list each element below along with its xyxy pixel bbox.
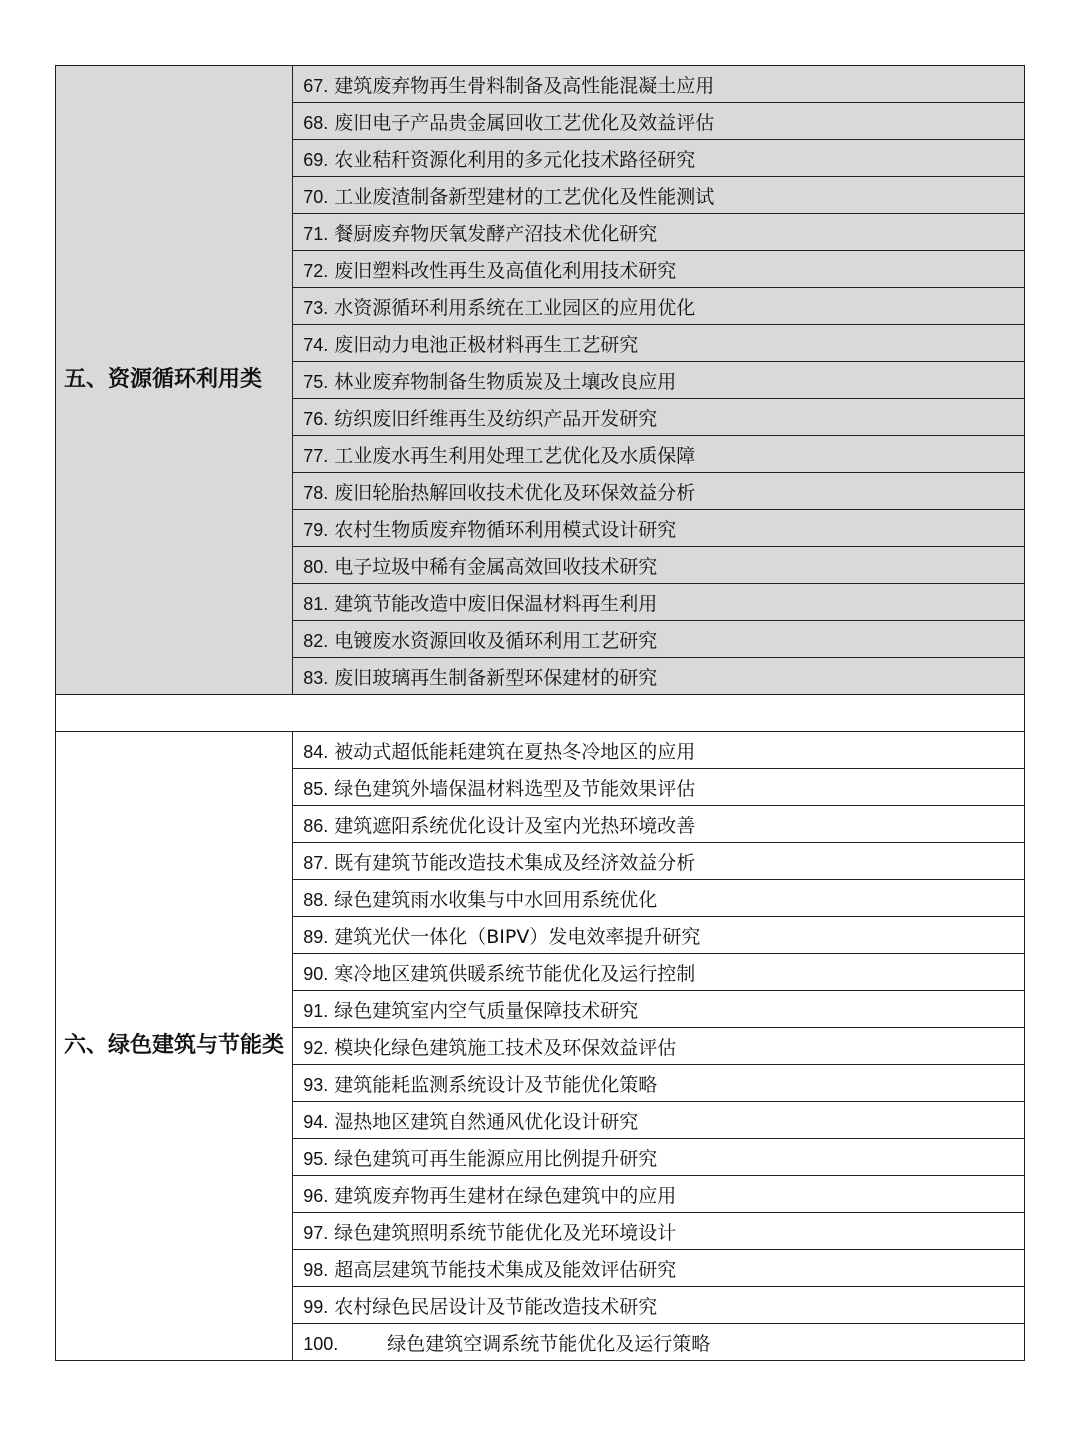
topic-number: 76. — [303, 408, 329, 429]
topic-title: 纺织废旧纤维再生及纺织产品开发研究 — [334, 407, 658, 430]
topic-item — [293, 325, 1025, 362]
topic-number: 93. — [303, 1074, 329, 1095]
topic-number: 77. — [303, 445, 329, 466]
topic-item — [293, 954, 1025, 991]
topic-number: 73. — [303, 297, 329, 318]
topic-title: 绿色建筑可再生能源应用比例提升研究 — [334, 1147, 658, 1170]
topic-row — [56, 66, 1025, 103]
topic-item — [293, 473, 1025, 510]
topic-item — [293, 732, 1025, 769]
topic-item — [293, 1028, 1025, 1065]
topic-number: 85. — [303, 778, 329, 799]
topic-title: 既有建筑节能改造技术集成及经济效益分析 — [334, 851, 696, 874]
topic-item — [293, 362, 1025, 399]
topic-title: 模块化绿色建筑施工技术及环保效益评估 — [334, 1036, 677, 1059]
topic-title: 建筑废弃物再生骨料制备及高性能混凝土应用 — [334, 74, 715, 97]
topic-item — [293, 1250, 1025, 1287]
topic-title: 建筑光伏一体化（BIPV）发电效率提升研究 — [334, 925, 701, 948]
topic-title: 废旧塑料改性再生及高值化利用技术研究 — [334, 259, 677, 282]
topic-number: 94. — [303, 1111, 329, 1132]
topic-number: 84. — [303, 741, 329, 762]
topic-title: 废旧轮胎热解回收技术优化及环保效益分析 — [334, 481, 696, 504]
topic-title: 建筑能耗监测系统设计及节能优化策略 — [334, 1073, 658, 1096]
topic-item — [293, 1139, 1025, 1176]
topic-number: 100. — [303, 1333, 339, 1354]
topic-item — [293, 251, 1025, 288]
topic-title: 绿色建筑室内空气质量保障技术研究 — [334, 999, 639, 1022]
topic-title: 农业秸秆资源化利用的多元化技术路径研究 — [334, 148, 696, 171]
topic-title: 寒冷地区建筑供暖系统节能优化及运行控制 — [334, 962, 696, 985]
topic-item — [293, 991, 1025, 1028]
topic-number: 69. — [303, 149, 329, 170]
topic-number: 97. — [303, 1222, 329, 1243]
topic-item — [293, 140, 1025, 177]
topic-item — [293, 177, 1025, 214]
category-label: 六、绿色建筑与节能类 — [56, 732, 293, 1361]
topic-title: 工业废渣制备新型建材的工艺优化及性能测试 — [334, 185, 715, 208]
topic-item — [293, 1176, 1025, 1213]
topic-number: 98. — [303, 1259, 329, 1280]
topic-item — [293, 1213, 1025, 1250]
topic-item — [293, 214, 1025, 251]
topic-number: 79. — [303, 519, 329, 540]
topic-number: 72. — [303, 260, 329, 281]
topic-number: 95. — [303, 1148, 329, 1169]
topic-title: 农村绿色民居设计及节能改造技术研究 — [334, 1295, 658, 1318]
topic-title: 电子垃圾中稀有金属高效回收技术研究 — [334, 555, 658, 578]
topic-table — [55, 65, 1025, 1361]
topic-item — [293, 1287, 1025, 1324]
topic-title: 绿色建筑照明系统节能优化及光环境设计 — [334, 1221, 677, 1244]
topic-table-body — [56, 66, 1025, 1361]
section-spacer-cell — [56, 695, 1025, 732]
topic-number: 86. — [303, 815, 329, 836]
topic-title: 绿色建筑空调系统节能优化及运行策略 — [387, 1332, 711, 1355]
topic-item — [293, 917, 1025, 954]
topic-number: 91. — [303, 1000, 329, 1021]
topic-number: 82. — [303, 630, 329, 651]
topic-number: 99. — [303, 1296, 329, 1317]
category-label: 五、资源循环利用类 — [56, 66, 293, 695]
topic-number: 78. — [303, 482, 329, 503]
topic-number: 89. — [303, 926, 329, 947]
topic-row — [56, 732, 1025, 769]
topic-item — [293, 288, 1025, 325]
topic-title: 绿色建筑雨水收集与中水回用系统优化 — [334, 888, 658, 911]
topic-item — [293, 547, 1025, 584]
topic-title: 建筑废弃物再生建材在绿色建筑中的应用 — [334, 1184, 677, 1207]
topic-number: 71. — [303, 223, 329, 244]
topic-item — [293, 880, 1025, 917]
topic-item — [293, 436, 1025, 473]
topic-title: 绿色建筑外墙保温材料选型及节能效果评估 — [334, 777, 696, 800]
topic-item — [293, 806, 1025, 843]
topic-number: 92. — [303, 1037, 329, 1058]
topic-title: 电镀废水资源回收及循环利用工艺研究 — [334, 629, 658, 652]
topic-number: 83. — [303, 667, 329, 688]
topic-title: 水资源循环利用系统在工业园区的应用优化 — [334, 296, 696, 319]
topic-title: 湿热地区建筑自然通风优化设计研究 — [334, 1110, 639, 1133]
topic-title: 农村生物质废弃物循环利用模式设计研究 — [334, 518, 677, 541]
topic-title: 被动式超低能耗建筑在夏热冬冷地区的应用 — [334, 740, 696, 763]
topic-title: 工业废水再生利用处理工艺优化及水质保障 — [334, 444, 696, 467]
topic-item — [293, 658, 1025, 695]
topic-title: 林业废弃物制备生物质炭及土壤改良应用 — [334, 370, 677, 393]
topic-item — [293, 769, 1025, 806]
topic-number: 67. — [303, 75, 329, 96]
topic-title: 废旧动力电池正极材料再生工艺研究 — [334, 333, 639, 356]
topic-item — [293, 66, 1025, 103]
topic-title: 废旧电子产品贵金属回收工艺优化及效益评估 — [334, 111, 715, 134]
topic-item — [293, 621, 1025, 658]
topic-title: 废旧玻璃再生制备新型环保建材的研究 — [334, 666, 658, 689]
topic-number: 96. — [303, 1185, 329, 1206]
topic-title: 建筑节能改造中废旧保温材料再生利用 — [334, 592, 658, 615]
topic-number: 80. — [303, 556, 329, 577]
topic-item — [293, 399, 1025, 436]
topic-item — [293, 584, 1025, 621]
topic-item — [293, 843, 1025, 880]
topic-title: 建筑遮阳系统优化设计及室内光热环境改善 — [334, 814, 696, 837]
topic-number: 88. — [303, 889, 329, 910]
topic-number: 81. — [303, 593, 329, 614]
topic-item — [293, 1065, 1025, 1102]
topic-item — [293, 510, 1025, 547]
topic-item — [293, 1102, 1025, 1139]
topic-number: 68. — [303, 112, 329, 133]
topic-item — [293, 1324, 1025, 1361]
topic-number: 70. — [303, 186, 329, 207]
topic-number: 87. — [303, 852, 329, 873]
section-spacer-row — [56, 695, 1025, 732]
topic-title: 餐厨废弃物厌氧发酵产沼技术优化研究 — [334, 222, 658, 245]
topic-number: 75. — [303, 371, 329, 392]
topic-item — [293, 103, 1025, 140]
topic-number: 90. — [303, 963, 329, 984]
topic-number: 74. — [303, 334, 329, 355]
topic-title: 超高层建筑节能技术集成及能效评估研究 — [334, 1258, 677, 1281]
